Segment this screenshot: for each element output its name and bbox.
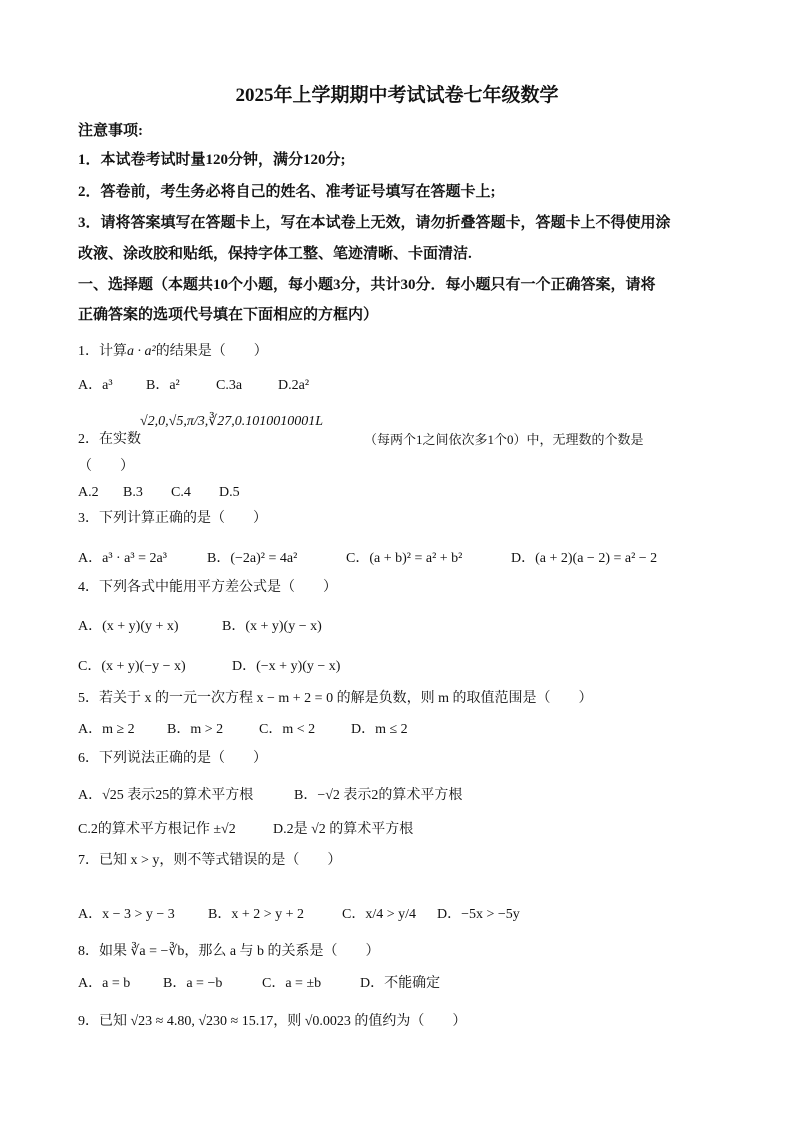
- q7-option-c: C．x/4 > y/4: [342, 907, 417, 922]
- section-heading-cont: 正确答案的选项代号填在下面相应的方框内）: [78, 307, 379, 323]
- q6-option-b: B．−√2 表示2的算术平方根: [294, 788, 463, 803]
- notice-heading: 注意事项:: [78, 123, 143, 139]
- q7-option-a: A．x − 3 > y − 3: [78, 907, 175, 922]
- section-heading: 一、选择题（本题共10个小题，每小题3分，共计30分．每小题只有一个正确答案，请将: [78, 277, 656, 293]
- q6-option-d: D.2是 √2 的算术平方根: [273, 822, 414, 837]
- question-8: 8．如果 ∛a = −∛b，那么 a 与 b 的关系是（ ）: [78, 944, 380, 959]
- q8-option-d: D．不能确定: [360, 976, 441, 991]
- question-3: 3．下列计算正确的是（ ）: [78, 511, 267, 526]
- page-title: 2025年上学期期中考试试卷七年级数学: [235, 85, 559, 106]
- question-7: 7．已知 x > y，则不等式错误的是（ ）: [78, 853, 342, 868]
- q3-option-d: D．(a + 2)(a − 2) = a² − 2: [511, 551, 658, 566]
- question-2-tail: （每两个1之间依次多1个0）中，无理数的个数是: [364, 432, 644, 447]
- q7-option-b: B．x + 2 > y + 2: [208, 907, 305, 922]
- q2-option-b: B.3: [123, 485, 143, 500]
- q6-option-a: A．√25 表示25的算术平方根: [78, 788, 254, 803]
- question-2-numbers: √2,0,√5,π/3,∛27,0.1010010001L: [140, 414, 323, 429]
- notice-item-3-cont: 改液、涂改胶和贴纸，保持字体工整、笔迹清晰、卡面清洁.: [78, 246, 472, 262]
- q3-option-b: B．(−2a)² = 4a²: [207, 551, 298, 566]
- question-2-paren: （ ）: [78, 459, 134, 474]
- q6-option-c: C.2的算术平方根记作 ±√2: [78, 822, 236, 837]
- notice-item-3: 3．请将答案填写在答题卡上，写在本试卷上无效，请勿折叠答题卡，答题卡上不得使用涂: [78, 215, 671, 231]
- notice-item-1: 1．本试卷考试时量120分钟，满分120分;: [78, 152, 346, 168]
- q5-option-d: D．m ≤ 2: [351, 722, 408, 737]
- question-1-expr: a · a²: [127, 344, 156, 359]
- q2-option-a: A.2: [78, 485, 99, 500]
- q1-option-a: A．a³: [78, 378, 113, 393]
- q8-option-b: B．a = −b: [163, 976, 223, 991]
- q8-option-a: A．a = b: [78, 976, 131, 991]
- q4-option-c: C．(x + y)(−y − x): [78, 659, 186, 674]
- q1-option-c: C.3a: [216, 378, 243, 393]
- q8-option-c: C．a = ±b: [262, 976, 322, 991]
- q1-option-b: B．a²: [146, 378, 180, 393]
- question-6: 6．下列说法正确的是（ ）: [78, 751, 267, 766]
- q4-option-d: D．(−x + y)(y − x): [232, 659, 341, 674]
- q2-option-c: C.4: [171, 485, 191, 500]
- q3-option-c: C．(a + b)² = a² + b²: [346, 551, 463, 566]
- question-5: 5．若关于 x 的一元一次方程 x − m + 2 = 0 的解是负数，则 m 的取值范围是（ ）: [78, 691, 593, 706]
- q4-option-b: B．(x + y)(y − x): [222, 619, 322, 634]
- notice-item-2: 2．答卷前，考生务必将自己的姓名、准考证号填写在答题卡上;: [78, 184, 496, 200]
- question-1: [78, 342, 268, 362]
- question-2-stem: 2．在实数: [78, 432, 141, 447]
- q3-option-a: A．a³ · a³ = 2a³: [78, 551, 167, 566]
- q5-option-b: B．m > 2: [167, 722, 224, 737]
- q7-option-d: D．−5x > −5y: [437, 907, 520, 922]
- q4-option-a: A．(x + y)(y + x): [78, 619, 179, 634]
- question-4: 4．下列各式中能用平方差公式是（ ）: [78, 580, 337, 595]
- q5-option-c: C．m < 2: [259, 722, 316, 737]
- q5-option-a: A．m ≥ 2: [78, 722, 135, 737]
- question-9: 9．已知 √23 ≈ 4.80, √230 ≈ 15.17，则 √0.0023 的值约为（ ）: [78, 1014, 467, 1029]
- question-1-tail: 的结果是（ ）: [155, 344, 268, 359]
- q2-option-d: D.5: [219, 485, 240, 500]
- q1-option-d: D.2a²: [278, 378, 310, 393]
- question-1-stem: 1．计算: [78, 344, 127, 359]
